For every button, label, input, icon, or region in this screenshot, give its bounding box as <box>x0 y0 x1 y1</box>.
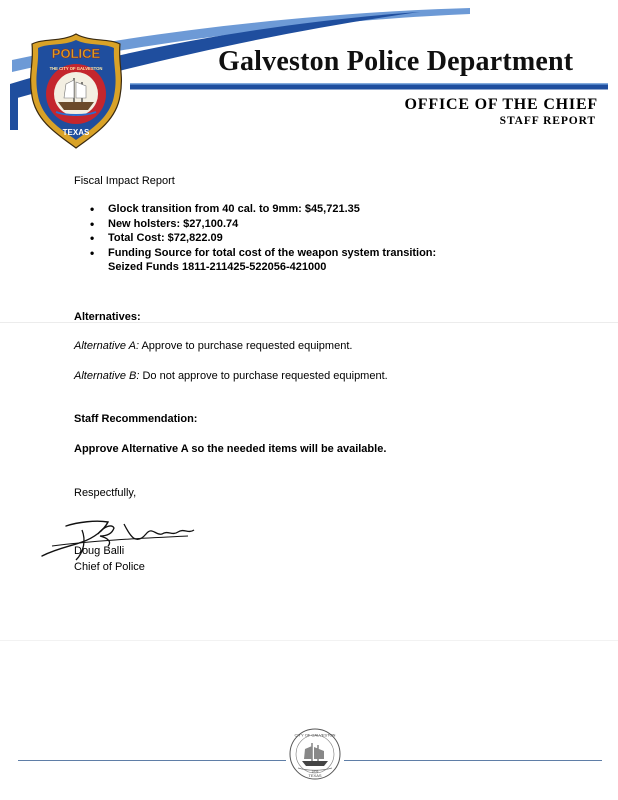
scan-divider-line-2 <box>0 640 618 641</box>
footer-line-right <box>344 760 602 761</box>
report-type-label: STAFF REPORT <box>499 115 596 127</box>
bullet-glock-transition: • Glock transition from 40 cal. to 9mm: $45,721.35 <box>74 202 544 217</box>
alternative-a-label: Alternative A: <box>74 340 140 352</box>
signatory-title: Chief of Police <box>74 561 145 573</box>
staff-recommendation-text: Approve Alternative A so the needed items will be available. <box>74 443 387 455</box>
alternative-a <box>74 340 352 352</box>
footer-line-left <box>18 760 286 761</box>
fiscal-bullet-list <box>74 202 544 275</box>
bullet-total-cost: • Total Cost: $72,822.09 <box>74 231 544 246</box>
signatory-name: Doug Balli <box>74 545 125 557</box>
svg-text:TEXAS: TEXAS <box>308 773 322 778</box>
funding-source-line: Funding Source for total cost of the weapon system transition: <box>108 246 437 259</box>
svg-text:THE CITY OF GALVESTON: THE CITY OF GALVESTON <box>49 66 103 71</box>
alternative-b-label: Alternative B: <box>74 370 140 382</box>
alternative-b <box>74 370 388 382</box>
alternatives-heading: Alternatives: <box>74 311 141 323</box>
svg-text:CITY OF GALVESTON: CITY OF GALVESTON <box>294 732 336 738</box>
svg-text:1839: 1839 <box>311 769 319 774</box>
staff-recommendation-heading: Staff Recommendation: <box>74 413 198 425</box>
svg-text:POLICE: POLICE <box>51 46 101 61</box>
alternative-b-text: Do not approve to purchase requested equipment. <box>139 370 388 382</box>
office-subtitle: OFFICE OF THE CHIEF <box>404 96 598 113</box>
svg-text:TEXAS: TEXAS <box>62 128 90 137</box>
seized-funds-line: Seized Funds 1811-211425-522056-421000 <box>108 261 327 273</box>
bullet-funding-source <box>74 246 544 275</box>
alternative-a-text: Approve to purchase requested equipment. <box>139 340 353 352</box>
bullet-new-holsters: • New holsters: $27,100.74 <box>74 217 544 232</box>
department-title: Galveston Police Department <box>218 46 574 77</box>
closing-salutation: Respectfully, <box>74 487 137 499</box>
city-seal-icon <box>288 727 342 781</box>
police-badge-logo <box>28 32 124 150</box>
fiscal-impact-heading: Fiscal Impact Report <box>74 175 175 187</box>
